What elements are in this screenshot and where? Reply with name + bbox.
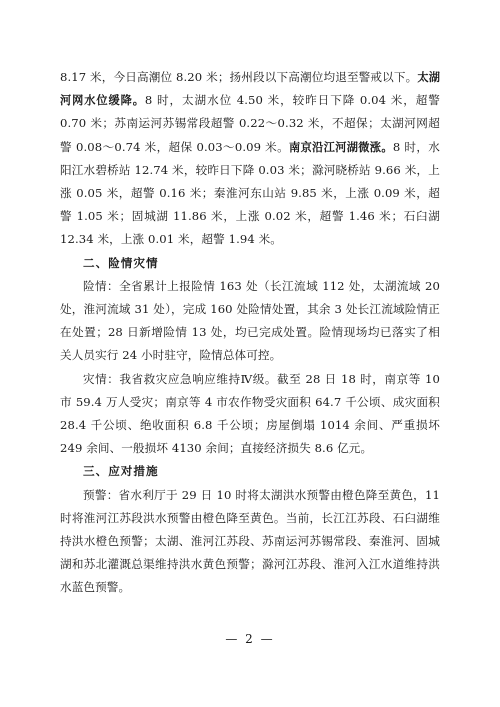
document-page	[60, 66, 440, 600]
text-taihu-levels: 8 时，太湖水位 4.50 米，较昨日下降 0.04 米，超警 0.70 米；苏南运河苏锡常段超警 0.22～0.32 米，不超保；太湖河网超警 0.08～0.74 米，超保 0.03～0.09 米。	[60, 93, 440, 154]
paragraph-water-levels	[60, 66, 440, 252]
section-heading-measures: 三、应对措施	[83, 464, 159, 479]
headline-taihu: 太湖河网水位缓降。	[60, 71, 440, 108]
paragraph-warning: 预警：省水利厅于 29 日 10 时将太湖洪水预警由橙色降至黄色，11 时将淮河江苏段洪水预警由橙色降至黄色。当前，长江江苏段、石臼湖维持洪水橙色预警；太湖、淮河江苏段、苏南运河苏锡常段、秦淮河、固城湖和苏北灌溉总渠维持洪水黄色预警；滁河江苏段、淮河入江水道维持洪水蓝色预警。	[60, 487, 440, 595]
paragraph-risk: 险情：全省累计上报险情 163 处（长江流域 112 处，太湖流域 20 处，淮河流域 31 处），完成 160 处险情处置，其余 3 处长江流域险情正在处置；28 日新增险情 13 处，均已完成处置。险情现场均已落实了相关人员实行 24 小时驻守，险情总体可控。	[60, 278, 440, 363]
text-nanjing-levels: 8 时，水阳江水碧桥站 12.74 米，较昨日下降 0.03 米；滁河晓桥站 9.66 米，上涨 0.05 米，超警 0.16 米；秦淮河东山站 9.85 米，上涨 0.09 米，超警 1.05 米；固城湖 11.86 米，上涨 0.02 米，超警 1.46 米；石臼湖 12.34 米，上涨 0.01 米，超警 1.94 米。	[60, 139, 440, 247]
headline-nanjing: 南京沿江河湖微涨。	[289, 140, 393, 154]
page-number: — 2 —	[225, 632, 275, 646]
section-heading-risk-disaster: 二、险情灾情	[83, 255, 159, 270]
paragraph-disaster: 灾情：我省救灾应急响应维持Ⅳ级。截至 28 日 18 时，南京等 10 市 59.4 万人受灾；南京等 4 市农作物受灾面积 64.7 千公顷、成灾面积 28.4 千公顷、绝收面积 6.8 千公顷；房屋倒塌 1014 余间、严重损坏 249 余间、一般损坏 4130 余间；直接经济损失 8.6 亿元。	[60, 371, 440, 456]
text-yangtze-tide: 8.17 米，今日高潮位 8.20 米；扬州段以下高潮位均退至警戒以下。	[60, 70, 418, 84]
